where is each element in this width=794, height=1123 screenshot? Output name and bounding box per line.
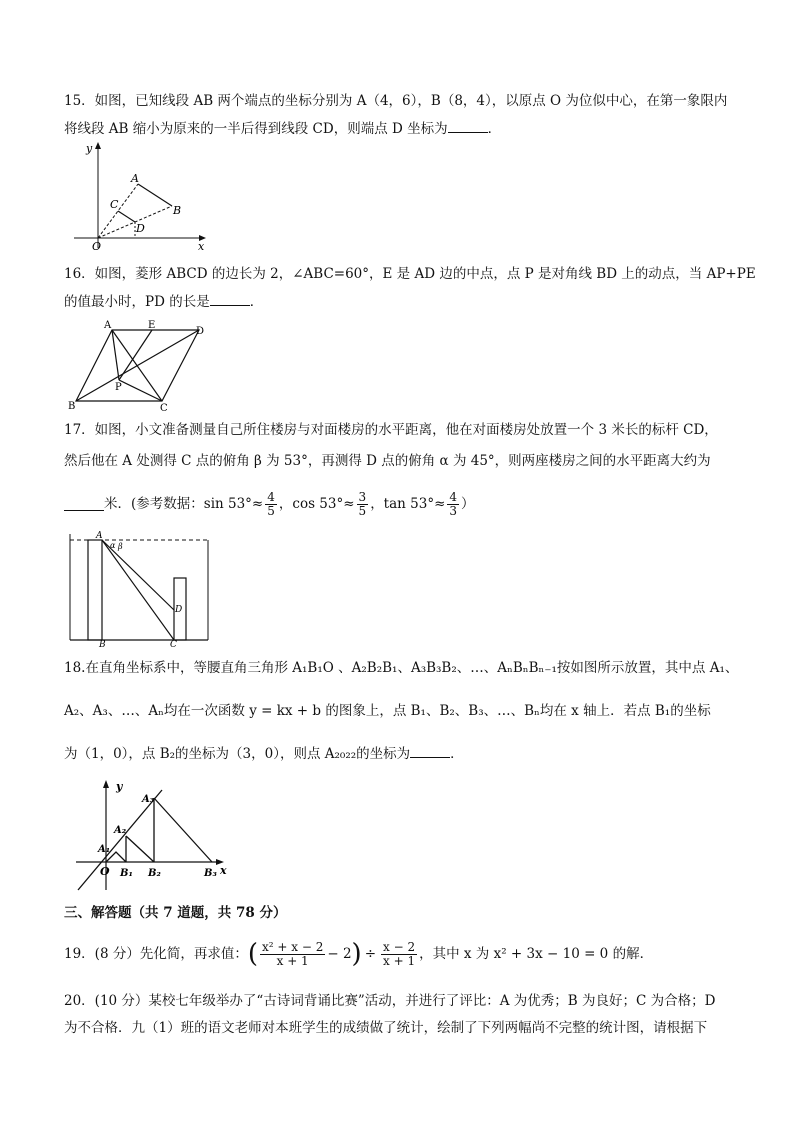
answer-blank xyxy=(64,497,104,511)
point-a-label: A xyxy=(131,172,139,185)
q15-text: 将线段 AB 缩小为原来的一半后得到线段 CD，则端点 D 坐标为 xyxy=(64,121,448,137)
q17-figure xyxy=(64,530,214,648)
answer-blank xyxy=(448,119,488,133)
q18-end: ． xyxy=(450,746,464,762)
point-c-label: C xyxy=(110,198,119,211)
point-b-label: B xyxy=(99,640,106,648)
q19-fraction-1 xyxy=(260,941,325,968)
x-axis-label: x xyxy=(220,864,227,877)
q17-line3 xyxy=(64,484,475,524)
cos-label: ，cos 53°≈ xyxy=(278,496,355,512)
point-b-label: B xyxy=(173,204,182,217)
q16-line2 xyxy=(64,292,263,311)
sin-numerator: 4 xyxy=(267,489,275,504)
tan-fraction xyxy=(447,491,459,518)
q16-line1: 16．如图，菱形 ABCD 的边长为 2，∠ABC=60°，E 是 AD 边的中点，点 P 是对角线 BD 上的动点，当 AP+PE xyxy=(64,266,756,282)
q19-prefix: 19．(8 分）先化简，再求值： xyxy=(64,946,248,962)
divide-sign: ÷ xyxy=(364,946,377,962)
point-b3-label: B₃ xyxy=(204,868,217,879)
q18-line3 xyxy=(64,744,464,763)
q17-line2: 然后他在 A 处测得 C 点的俯角 β 为 53°，再测得 D 点的俯角 α 为 45°，则两座楼房之间的水平距离大约为 xyxy=(64,453,711,469)
point-b-label: B xyxy=(68,401,76,412)
tan-label: ，tan 53°≈ xyxy=(370,496,446,512)
fraction-2-numerator: x − 2 xyxy=(383,939,416,954)
point-a2-label: A₂ xyxy=(114,825,127,836)
q18-text: 为（1，0），点 B₂的坐标为（3，0），则点 A₂₀₂₂的坐标为 xyxy=(64,746,411,762)
q18-figure xyxy=(70,778,230,894)
q18-line2: A₂、A₃、…、Aₙ均在一次函数 y = kx + b 的图象上，点 B₁、B₂、B₃、…、Bₙ均在 x 轴上．若点 B₁的坐标 xyxy=(64,703,711,719)
q15-figure xyxy=(70,142,210,254)
point-d-label: D xyxy=(175,605,183,615)
point-e-label: E xyxy=(148,320,156,331)
point-c-label: C xyxy=(170,640,177,648)
q19-fraction-2 xyxy=(381,941,417,968)
q20-line2: 为不合格．九（1）班的语文老师对本班学生的成绩做了统计，绘制了下列两幅尚不完整的统计图，请根据下 xyxy=(64,1020,708,1036)
cos-fraction xyxy=(357,491,369,518)
section-title: 三、解答题（共 7 道题，共 78 分） xyxy=(64,905,287,921)
answer-blank xyxy=(410,744,450,758)
q17-line1: 17．如图，小文准备测量自己所住楼房与对面楼房的水平距离，他在对面楼房处放置一个 3 米长的标杆 CD， xyxy=(64,422,718,438)
q18-line1: 18.在直角坐标系中，等腰直角三角形 A₁B₁O 、A₂B₂B₁、A₃B₃B₂、…、AₙBₙBₙ₋₁按如图所示放置，其中点 A₁、 xyxy=(64,660,739,676)
alpha-label: α xyxy=(110,541,116,550)
sin-fraction xyxy=(265,491,277,518)
point-d-label: D xyxy=(136,222,145,235)
q15-line1: 15．如图，已知线段 AB 两个端点的坐标分别为 A（4，6），B（8，4），以原点 O 为位似中心，在第一象限内 xyxy=(64,93,728,109)
fraction-2-denominator: x + 1 xyxy=(383,953,416,968)
tan-denominator: 3 xyxy=(449,503,458,518)
point-d-label: D xyxy=(196,326,205,337)
q15-end: ． xyxy=(487,121,502,137)
q16-figure xyxy=(64,318,214,414)
q16-text: 的值最小时，PD 的长是 xyxy=(64,294,210,310)
fraction-1-denominator: x + 1 xyxy=(276,953,309,968)
q19-suffix: ，其中 x 为 x² + 3x − 10 = 0 的解． xyxy=(419,946,654,962)
x-axis-label: x xyxy=(198,240,205,253)
y-axis-label: y xyxy=(86,142,93,155)
answer-blank xyxy=(210,292,250,306)
point-a-label: A xyxy=(96,531,103,541)
cos-denominator: 5 xyxy=(358,503,367,518)
minus-two: − 2 xyxy=(327,946,352,962)
point-b2-label: B₂ xyxy=(148,868,161,879)
point-a1-label: A₁ xyxy=(98,844,111,855)
point-p-label: P xyxy=(115,382,122,393)
tan-numerator: 4 xyxy=(449,489,458,504)
q20-line1: 20．(10 分）某校七年级举办了“古诗词背诵比赛”活动，并进行了评比：A 为优秀；B 为良好；C 为合格；D xyxy=(64,993,716,1009)
close-paren: ) xyxy=(351,939,362,969)
q16-end: ． xyxy=(249,294,264,310)
y-axis-label: y xyxy=(116,780,123,793)
q17-close: ） xyxy=(461,496,475,512)
q19-line xyxy=(64,934,653,974)
cos-numerator: 3 xyxy=(358,489,367,504)
sin-denominator: 5 xyxy=(267,503,275,518)
point-a3-label: A₃ xyxy=(142,794,155,805)
point-b1-label: B₁ xyxy=(120,868,133,879)
beta-label: β xyxy=(118,542,123,551)
q17-unit: 米．(参考数据：sin 53°≈ xyxy=(104,496,264,512)
origin-label: O xyxy=(100,865,110,878)
point-c-label: C xyxy=(160,403,168,414)
q15-line2 xyxy=(64,119,501,138)
point-a-label: A xyxy=(104,320,112,331)
origin-label: O xyxy=(92,240,102,253)
fraction-1-numerator: x² + x − 2 xyxy=(261,939,324,954)
open-paren: ( xyxy=(247,939,258,969)
